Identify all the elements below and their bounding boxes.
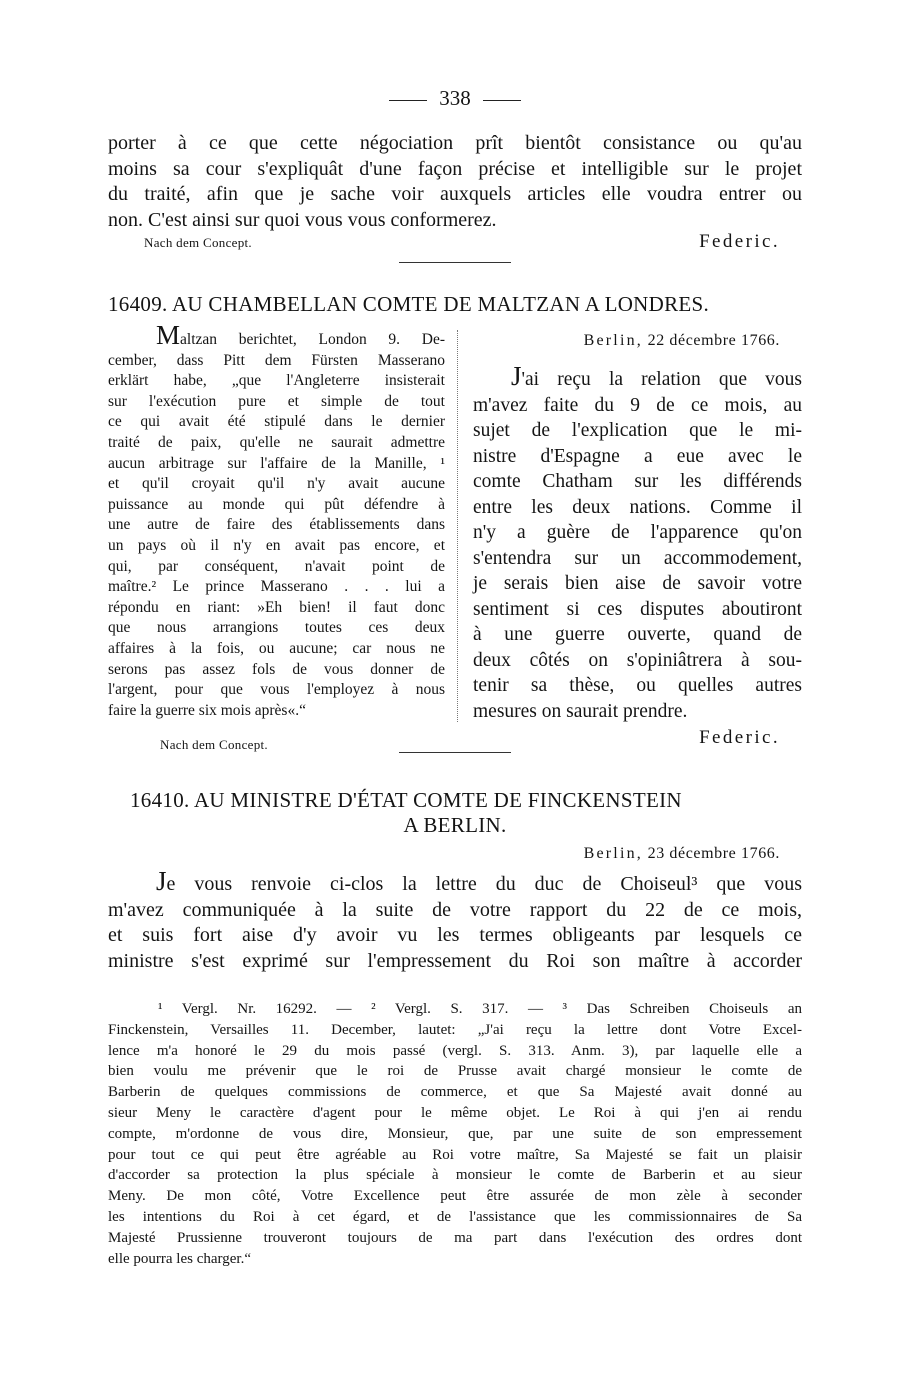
page-number: 338: [439, 86, 471, 110]
letter-16409-signature: Federic.: [699, 727, 780, 748]
letter-16409-date: [584, 332, 780, 350]
footnote-line: lence m'a honoré le 29 du mois passé (vergl. S. 313. Anm. 3), par laquelle elle a: [108, 1042, 802, 1059]
body-line: m'avez communiquée à la suite de votre rapport du 22 de ce mois,: [108, 898, 802, 921]
body-first-line-text: e vous renvoie ci-clos la lettre du duc de Choiseul³ que vous: [166, 873, 802, 895]
summary-line: traité de paix, qu'elle ne saurait admettre: [108, 433, 445, 451]
body-line: je serais bien aise de savoir votre: [473, 573, 802, 594]
footnote-line: compte, m'ordonne de vous dire, Monsieur, que, par une suite de son empressement: [108, 1125, 802, 1142]
summary-line: que nous arrangions toutes ces deux: [108, 619, 445, 637]
summary-line-first: [108, 320, 445, 351]
body-line: et suis fort aise d'y avoir vu les termes obligeants par lesquels ce: [108, 924, 802, 947]
summary-line: faire la guerre six mois après«.“: [108, 701, 306, 719]
summary-line: l'argent, pour que vous l'employez à nous: [108, 681, 445, 699]
body-line: à une guerre ouverte, quand de: [473, 624, 802, 645]
summary-line: ce qui avait été stipulé dans le dernier: [108, 413, 445, 431]
footnote-line: Meny. De mon côté, Votre Excellence peut être assurée de mon zèle à seconder: [108, 1188, 802, 1205]
date-day: 22 décembre 1766.: [647, 332, 780, 349]
body-line: tenir sa thèse, ou quelles autres: [473, 675, 802, 696]
footnote-line: les intentions du Roi à cet égard, et de l'assistance que les commissionnaires de Sa: [108, 1208, 802, 1225]
summary-line: maître.² Le prince Masserano . . . lui a: [108, 578, 445, 596]
footnote-line: ¹ Vergl. Nr. 16292. — ² Vergl. S. 317. — ³ Das Schreiben Choiseuls an: [158, 1001, 802, 1017]
footnote-line: sieur Meny le caractère d'agent pour le même objet. Le Roi à qui j'en ai rendu: [108, 1104, 802, 1121]
intro-signature: Federic.: [699, 231, 780, 252]
footnote-line: pour tout ce qui peut être agréable au Roi votre maître, Sa Majesté se fait un plaisir: [108, 1146, 802, 1163]
column-divider: [457, 330, 458, 722]
body-line: n'y a guère de l'apparence qu'on: [473, 522, 802, 543]
footnote-line: Finckenstein, Versailles 11. December, lautet: „J'ai reçu la lettre dont Votre Excel-: [108, 1021, 802, 1038]
summary-line: cember, dass Pitt dem Fürsten Masserano: [108, 351, 445, 369]
section-separator: [399, 752, 511, 753]
footnotes: [108, 999, 802, 1269]
summary-line: un pays où il n'y en avait pas encore, et: [108, 536, 445, 554]
footnote-line: elle pourra les charger.“: [108, 1250, 251, 1267]
body-dropcap: J: [511, 361, 522, 391]
intro-line: moins sa cour s'expliquât d'une façon précise et intelligible sur le projet: [108, 157, 802, 180]
footnote-line: Barberin de quelques commissions de commerce, et que Sa Majesté avait donné au: [108, 1084, 802, 1101]
body-line: sentiment si ces disputes aboutiront: [473, 598, 802, 620]
letter-16409-source-note: Nach dem Concept.: [160, 737, 268, 752]
intro-source-note: Nach dem Concept.: [144, 235, 252, 250]
letter-16410-title-line2: A BERLIN.: [403, 813, 507, 837]
intro-line: du traité, afin que je sache voir auxquels articles elle voudra entrer ou: [108, 183, 802, 206]
footnote-line: d'accorder sa protection la plus spéciale à monsieur le comte de Barberin et au sieur: [108, 1167, 802, 1184]
header-rule-right: [483, 100, 521, 101]
body-line: mesures on saurait prendre.: [473, 700, 688, 722]
body-line: sujet de l'explication que le mi-: [473, 420, 802, 441]
summary-line: affaires à la fois, ou aucune; car nous ne: [108, 639, 445, 657]
intro-line: porter à ce que cette négociation prît bientôt consistance ou qu'au: [108, 132, 802, 154]
date-day: 23 décembre 1766.: [647, 845, 780, 862]
body-line: nistre d'Espagne a eue avec le: [473, 445, 802, 467]
letter-16410-date: [584, 845, 780, 863]
summary-line: et qu'il croyait qu'il n'y avait aucune: [108, 475, 445, 493]
page-header: [108, 86, 802, 111]
footnote-line: Majesté Prussienne trouveront toujours de ma part dans l'exécution des ordres dont: [108, 1229, 802, 1246]
letter-16409-summary: [108, 320, 445, 721]
document-page: [108, 0, 802, 1393]
body-line-first: [473, 361, 802, 393]
summary-line: une autre de faire des établissements dans: [108, 516, 445, 534]
letter-16410-title-line1: 16410. AU MINISTRE D'ÉTAT COMTE DE FINCKENSTEIN: [130, 788, 682, 812]
body-line: s'entendra sur un accommodement,: [473, 547, 802, 569]
section-separator: [399, 262, 511, 263]
date-city: Berlin,: [583, 332, 643, 349]
summary-line: erklärt habe, „que l'Angleterre insisterait: [108, 372, 445, 390]
summary-line: aucun arbitrage sur l'affaire de la Manille, ¹: [108, 454, 445, 472]
summary-line: répondu en riant: »Eh bien! il faut donc: [108, 598, 445, 616]
letter-16410-body: [108, 866, 802, 975]
body-line: entre les deux nations. Comme il: [473, 496, 802, 518]
date-city: Berlin,: [583, 845, 643, 862]
body-dropcap: J: [156, 866, 167, 896]
summary-first-line-text: altzan berichtet, London 9. De-: [180, 331, 445, 348]
intro-line: non. C'est ainsi sur quoi vous vous conformerez.: [108, 209, 497, 232]
footnote-line: bien voulu me prévenir que le roi de Prusse avait chargé monsieur le comte de: [108, 1063, 802, 1080]
summary-line: qui, par conséquent, n'avait point de: [108, 557, 445, 575]
body-line: m'avez faite du 9 de ce mois, au: [473, 394, 802, 416]
body-first-line-text: 'ai reçu la relation que vous: [521, 369, 802, 390]
header-rule-left: [389, 100, 427, 101]
body-line-first: [108, 866, 802, 898]
letter-16409-title: 16409. AU CHAMBELLAN COMTE DE MALTZAN A LONDRES.: [108, 292, 710, 316]
body-line: comte Chatham sur les différends: [473, 471, 802, 492]
summary-line: puissance au monde qui pût défendre à: [108, 495, 445, 513]
letter-16409-body: [473, 361, 802, 724]
summary-line: sur l'exécution pure et simple de tout: [108, 392, 445, 410]
body-line: deux côtés on s'opiniâtrera à sou-: [473, 649, 802, 671]
intro-paragraph: [108, 131, 802, 234]
summary-dropcap: M: [156, 320, 181, 350]
summary-line: serons pas assez fols de vous donner de: [108, 660, 445, 678]
body-line: ministre s'est exprimé sur l'empressement du Roi son maître à accorder: [108, 950, 802, 973]
